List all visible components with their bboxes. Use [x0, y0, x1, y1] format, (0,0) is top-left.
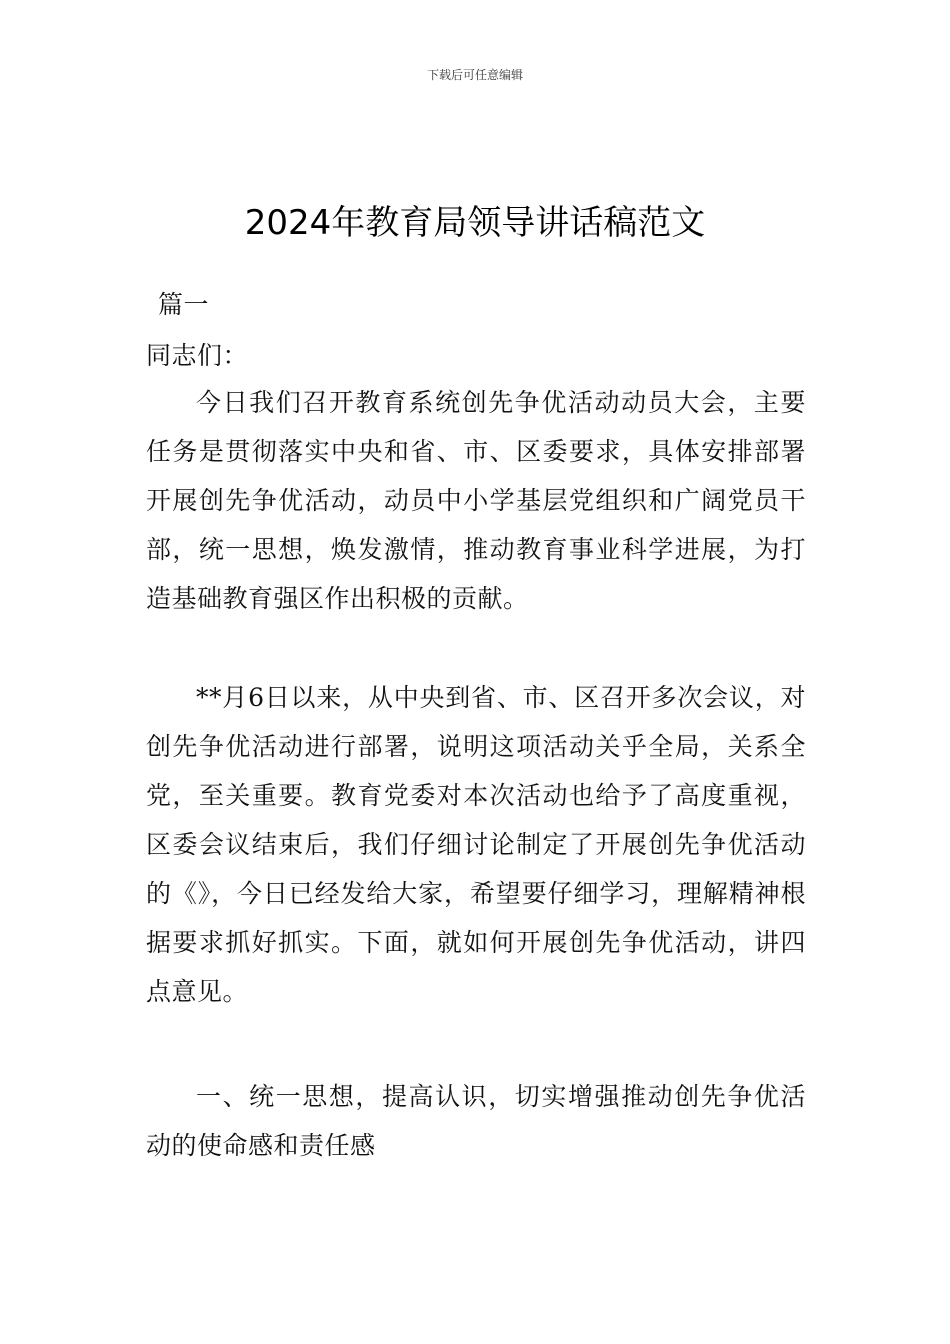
paragraph-intro: 今日我们召开教育系统创先争优活动动员大会，主要任务是贯彻落实中央和省、市、区委要求，具体安排部署开展创先争优活动，动员中小学基层党组织和广阔党员干部，统一思想，焕发激情，推动教育事业科学进展，为打造基础教育强区作出积极的贡献。 [146, 388, 806, 613]
section-heading-one: 一、统一思想，提高认识，切实增强推动创先争优活动的使命感和责任感 [146, 1082, 806, 1160]
salutation: 同志们： [146, 341, 249, 370]
header-note: 下载后可任意编辑 [426, 68, 523, 82]
paragraph-background: **月6日以来，从中央到省、市、区召开多次会议，对创先争优活动进行部署，说明这项活动关乎全局，关系全党，至关重要。教育党委对本次活动也给予了高度重视，区委会议结束后，我们仔细讨论制定了开展创先争优活动的《》，今日已经发给大家，希望要仔细学习，理解精神根据要求抓好抓实。下面，就如何开展创先争优活动，讲四点意见。 [146, 683, 806, 1006]
document-title: 2024年教育局领导讲话稿范文 [244, 202, 706, 243]
section-label: 篇一 [158, 290, 210, 319]
